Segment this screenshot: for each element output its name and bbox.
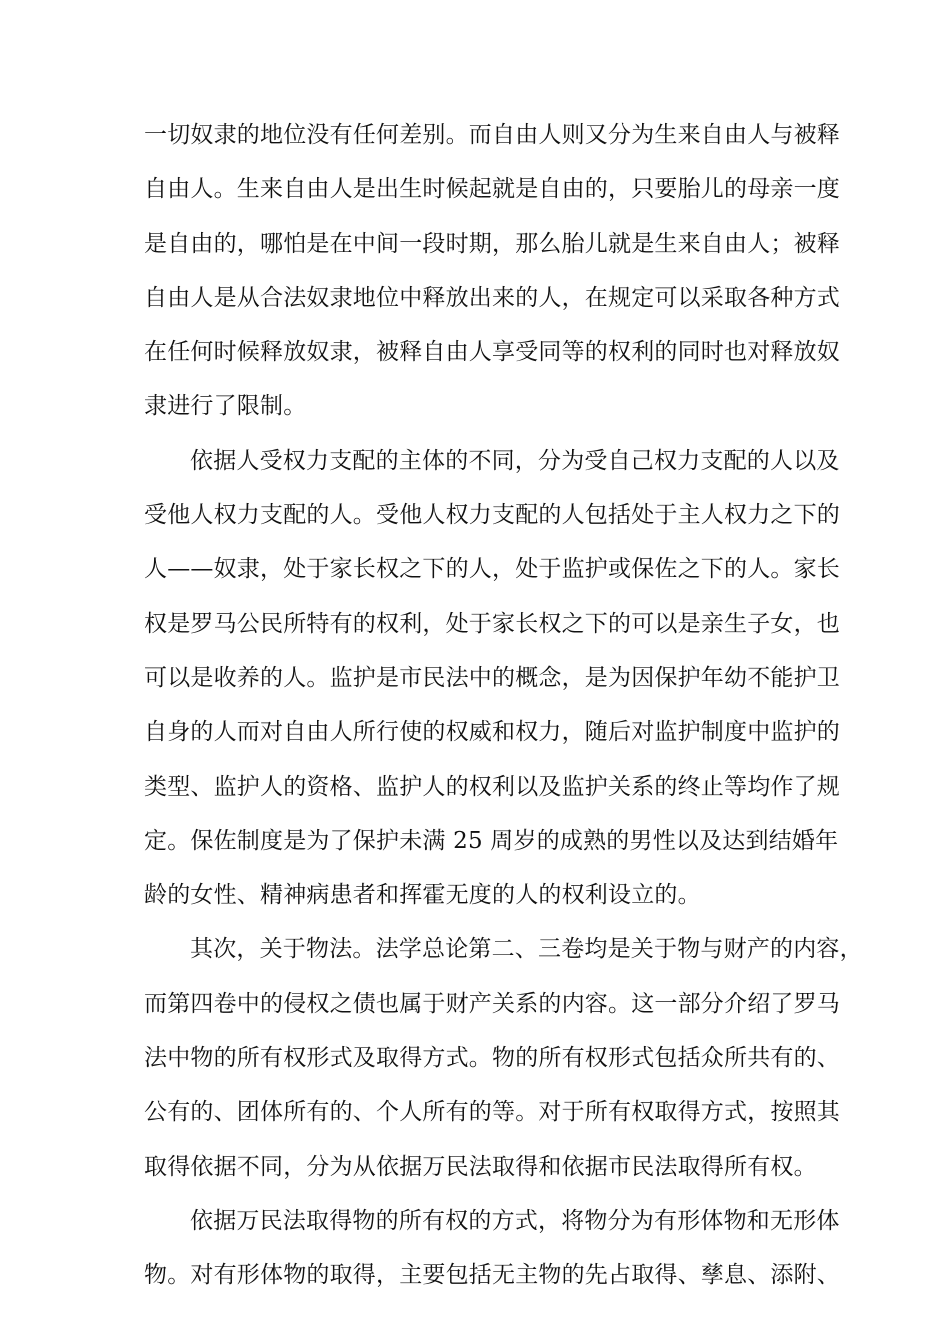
text-line: 可以是收养的人。监护是市民法中的概念，是为因保护年幼不能护卫	[144, 664, 840, 691]
text-line: 法中物的所有权形式及取得方式。物的所有权形式包括众所共有的、	[144, 1045, 840, 1072]
text-line: 定。保佐制度是为了保护未满 25 周岁的成熟的男性以及达到结婚年	[144, 827, 839, 854]
text-line: 自由人。生来自由人是出生时候起就是自由的，只要胎儿的母亲一度	[144, 176, 840, 203]
text-line: 龄的女性、精神病患者和挥霍无度的人的权利设立的。	[144, 882, 701, 909]
text-line: 物。对有形体物的取得，主要包括无主物的先占取得、孳息、添附、	[144, 1262, 840, 1289]
text-line: 隶进行了限制。	[144, 393, 307, 420]
paragraph-first-line: 依据万民法取得物的所有权的方式，将物分为有形体物和无形体	[190, 1207, 840, 1234]
text-line: 权是罗马公民所特有的权利，处于家长权之下的可以是亲生子女，也	[144, 610, 840, 637]
text-line: 自身的人而对自由人所行使的权威和权力，随后对监护制度中监护的	[144, 719, 840, 746]
text-line: 类型、监护人的资格、监护人的权利以及监护关系的终止等均作了规	[144, 773, 840, 800]
paragraph-first-line: 依据人受权力支配的主体的不同，分为受自己权力支配的人以及	[190, 447, 840, 474]
text-line: 人——奴隶，处于家长权之下的人，处于监护或保佐之下的人。家长	[144, 556, 840, 583]
document-body	[144, 108, 863, 1303]
text-line: 取得依据不同，分为从依据万民法取得和依据市民法取得所有权。	[144, 1153, 817, 1180]
text-line: 而第四卷中的侵权之债也属于财产关系的内容。这一部分介绍了罗马	[144, 990, 840, 1017]
text-line: 受他人权力支配的人。受他人权力支配的人包括处于主人权力之下的	[144, 502, 840, 529]
paragraph-first-line: 其次，关于物法。法学总论第二、三卷均是关于物与财产的内容，	[190, 936, 863, 963]
text-line: 在任何时候释放奴隶，被释自由人享受同等的权利的同时也对释放奴	[144, 339, 840, 366]
text-line: 公有的、团体所有的、个人所有的等。对于所有权取得方式，按照其	[144, 1099, 840, 1126]
text-line: 是自由的，哪怕是在中间一段时期，那么胎儿就是生来自由人；被释	[144, 230, 840, 257]
text-line: 自由人是从合法奴隶地位中释放出来的人，在规定可以采取各种方式	[144, 284, 840, 311]
text-line: 一切奴隶的地位没有任何差别。而自由人则又分为生来自由人与被释	[144, 122, 840, 148]
